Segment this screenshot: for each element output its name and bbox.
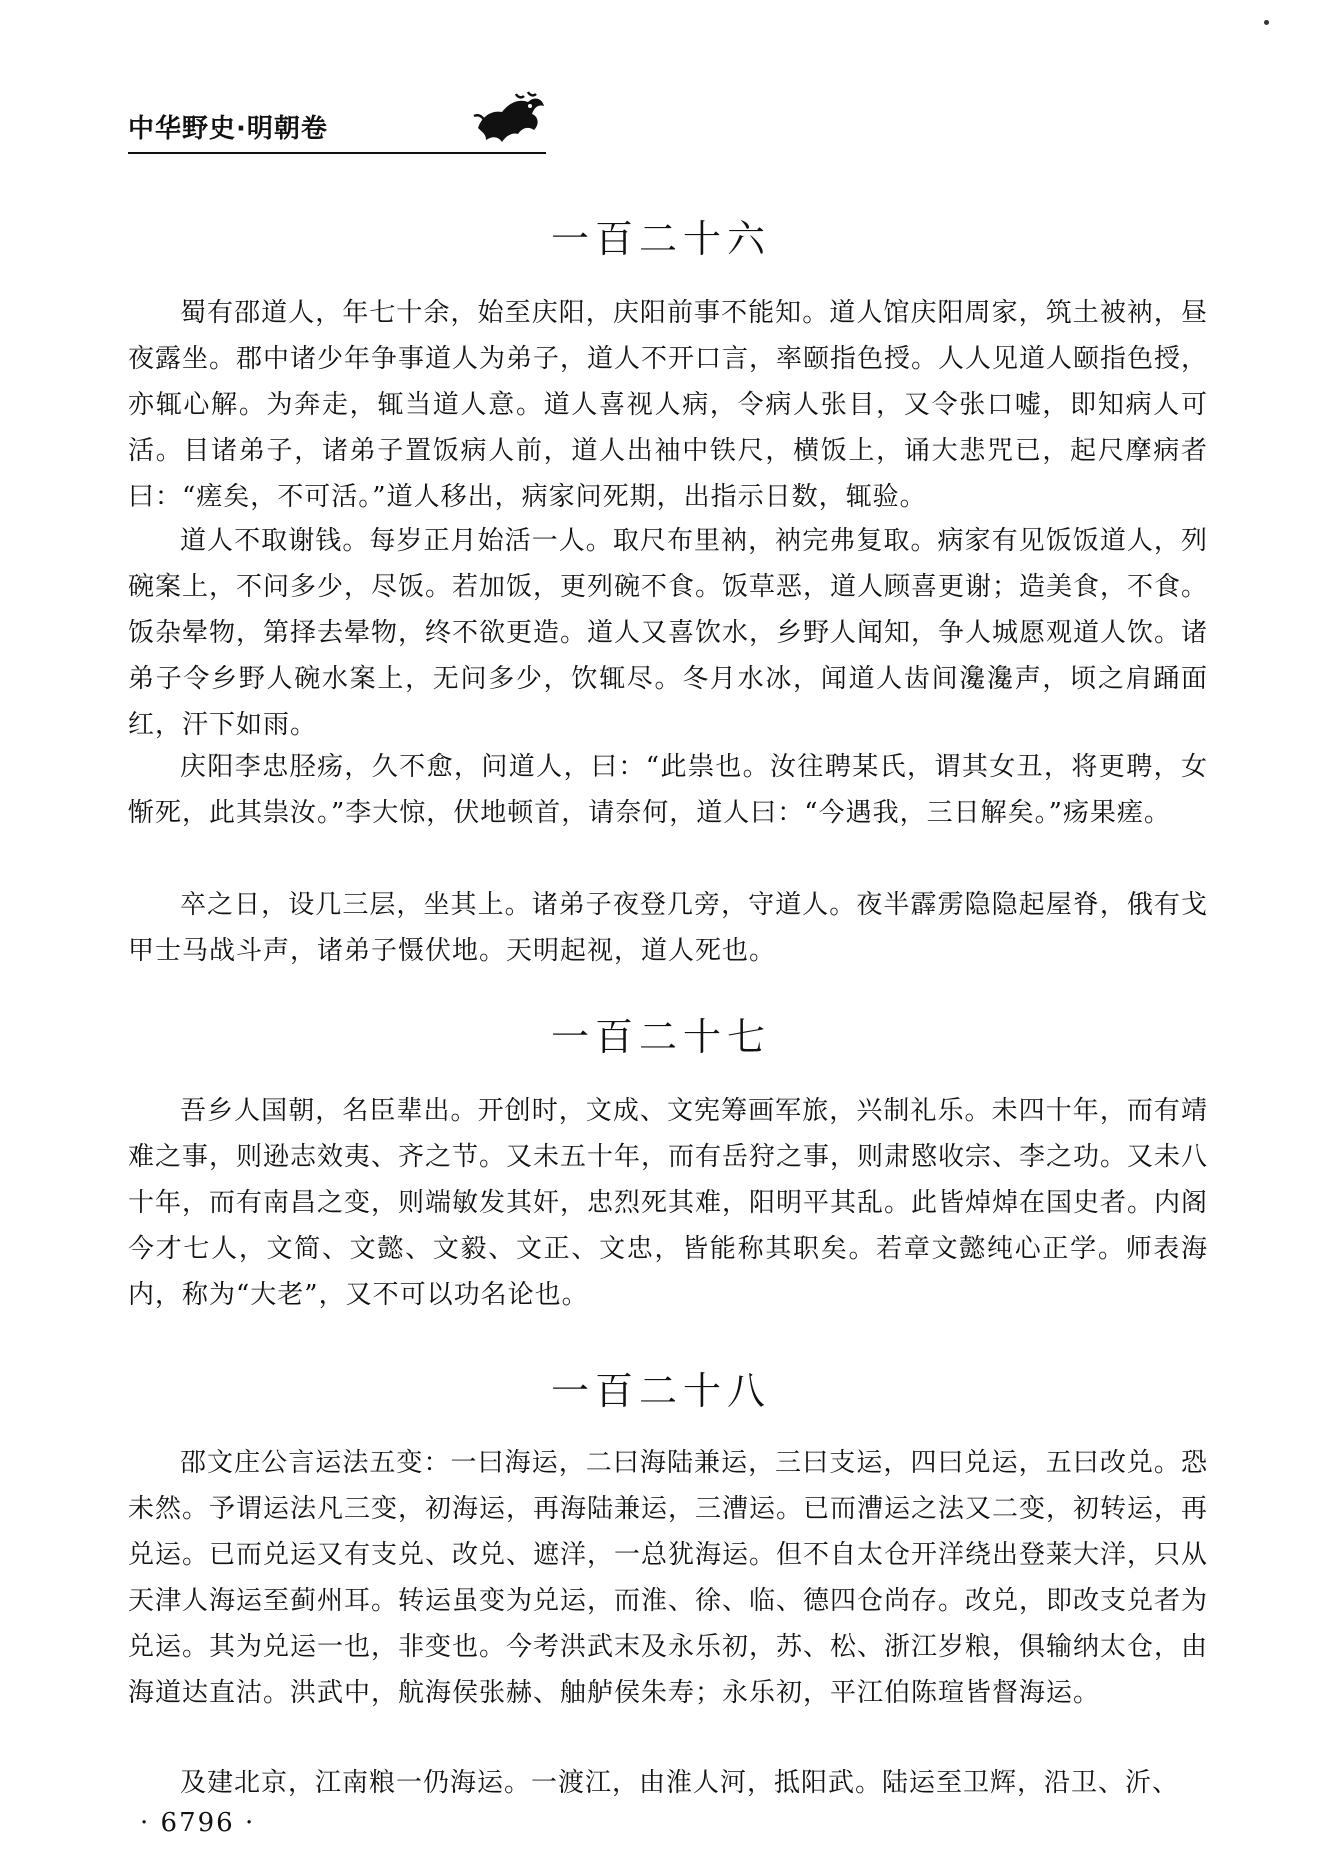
section-title: 一百二十八 (550, 1369, 771, 1413)
header-rule (128, 152, 546, 154)
paragraph: 邵文庄公言运法五变：一曰海运，二曰海陆兼运，三曰支运，四曰兑运，五曰改兑。恐未然。予谓运法凡三变，初海运，再海陆兼运，三漕运。已而漕运之法又二变，初转运，再兑运。已而兑运又有支兑、改兑、遮洋，一总犹海运。但不自太仓开洋绕出登莱大洋，只从天津人海运至蓟州耳。转运虽变为兑运，而淮、徐、临、德四仓尚存。改兑，即改支兑者为兑运。其为兑运一也，非变也。今考洪武末及永乐初，苏、松、浙江岁粮，俱输纳太仓，由海道达直沽。洪武中，航海侯张赫、舳舻侯朱寿；永乐初，平江伯陈瑄皆督海运。 (128, 1448, 1209, 1708)
paragraph: 蜀有邵道人，年七十余，始至庆阳，庆阳前事不能知。道人馆庆阳周家，筑土被衲，昼夜露坐。郡中诸少年争事道人为弟子，道人不开口言，率颐指色授。人人见道人颐指色授，亦辄心解。为奔走，辄当道人意。道人喜视人病，令病人张目，又令张口嘘，即知病人可活。目诸弟子，诸弟子置饭病人前，道人出袖中铁尺，横饭上，诵大悲咒已，起尺摩病者曰：“瘥矣，不可活。”道人移出，病家问死期，出指示日数，辄验。 (128, 298, 1209, 512)
section-title: 一百二十六 (550, 217, 771, 261)
paragraph: 道人不取谢钱。每岁正月始活一人。取尺布里衲，衲完弗复取。病家有见饭饭道人，列碗案上，不问多少，尽饭。若加饭，更列碗不食。饭草恶，道人顾喜更谢；造美食，不食。饭杂晕物，第择去晕物，终不欲更造。道人又喜饮水，乡野人闻知，争人城愿观道人饮。诸弟子令乡野人碗水案上，无问多少，饮辄尽。冬月水冰，闻道人齿间瀺瀺声，顷之肩踊面红，汗下如雨。 (128, 526, 1209, 740)
paragraph: 庆阳李忠胫疡，久不愈，问道人，曰：“此祟也。汝往聘某氏，谓其女丑，将更聘，女惭死，此其祟汝。”李大惊，伏地顿首，请奈何，道人曰：“今遇我，三日解矣。”疡果瘥。 (128, 752, 1208, 828)
section-title: 一百二十七 (550, 1015, 771, 1059)
paragraph: 及建北京，江南粮一仍海运。一渡江，由淮人河，抵阳武。陆运至卫辉，沿卫、沂、 (180, 1768, 1180, 1798)
paragraph: 卒之日，设几三层，坐其上。诸弟子夜登几旁，守道人。夜半霹雳隐隐起屋脊，俄有戈甲士马战斗声，诸弟子慑伏地。天明起视，道人死也。 (128, 890, 1208, 966)
paragraph: 吾乡人国朝，名臣辈出。开创时，文成、文宪筹画军旅，兴制礼乐。未四十年，而有靖难之事，则逊志效夷、齐之节。又未五十年，而有岳狩之事，则肃愍收宗、李之功。又未八十年，而有南昌之变，则端敏发其奸，忠烈死其难，阳明平其乱。此皆焯焯在国史者。内阁今才七人，文简、文懿、文毅、文正、文忠，皆能称其职矣。若章文懿纯心正学。师表海内，称为“大老”，又不可以功名论也。 (128, 1096, 1209, 1310)
scan-speck (1264, 20, 1269, 25)
running-header (128, 100, 548, 152)
book-title: 中华野史·明朝卷 (128, 114, 328, 144)
page-number: · 6796 · (140, 1808, 256, 1838)
dragon-icon (468, 86, 550, 148)
